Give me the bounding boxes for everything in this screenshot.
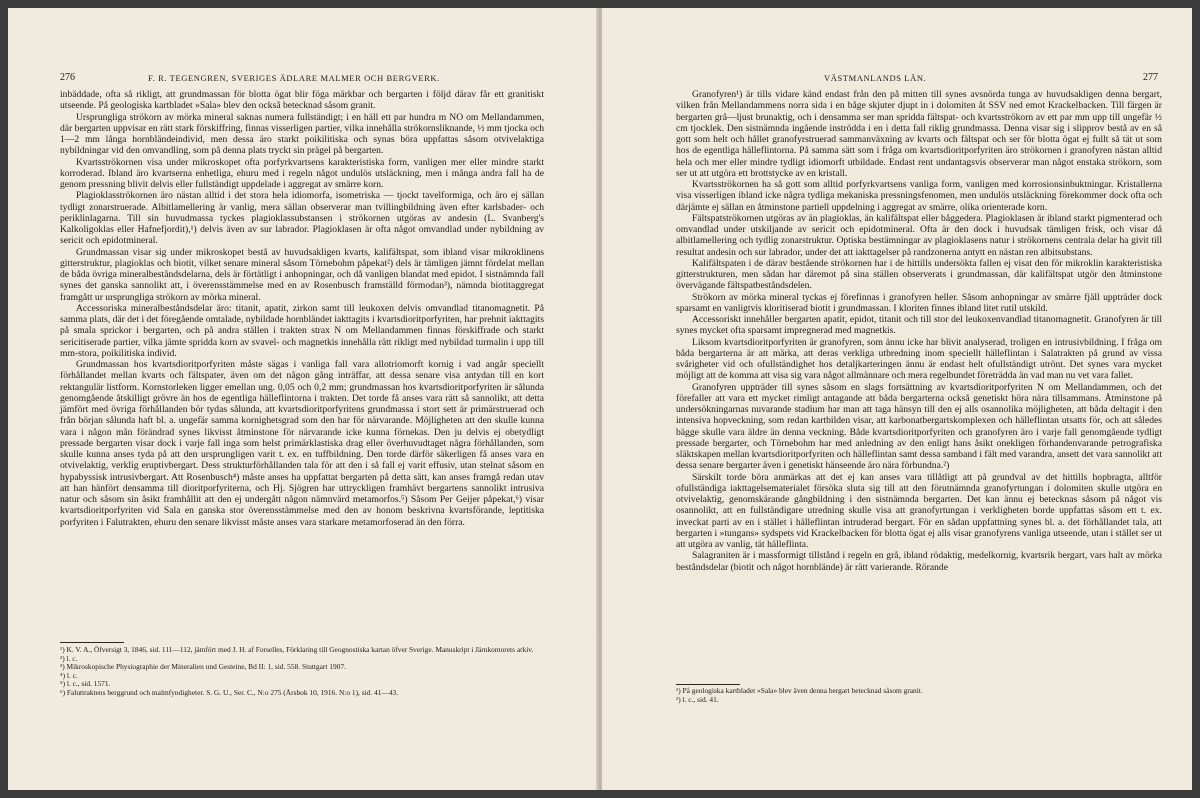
paragraph: Kvartsströkornen ha så gott som alltid porfyrkvartsens vanliga form, vanligen med korrosionsinbuktningar. Kristallerna visa visserligen ibland icke några tydliga mekaniska pressningsfenomen, men undulös utsläckning förekommer dock ofta och därjämte ej sällan en åtminstone partiell uppdelning i aggregat av smärre, olika orienterade korn.: [676, 179, 1162, 213]
paragraph: Grundmassan visar sig under mikroskopet bestå av huvudsakligen kvarts, kalifältspat, som ibland visar mikroklinens gitterstruktur, plagioklas och biotit, vilket senare mineral såsom Törnebohm påpekat²) dels är tämligen jämnt fördelat mellan de båda övriga mineralbeståndsdelarna, dels är förtätligt i anhopningar, och då vanligen blandat med epidot. I sistnämnda fall synes det ganska sannolikt att, i överensstämmelse med en av Rosenbusch framställd förmodan³), nämnda biotitaggregat framgått ur ursprungliga strökorn av mörka mineral.: [60, 246, 544, 303]
right-body-text: [676, 89, 1162, 573]
paragraph: Accessoriska mineralbeståndsdelar äro: titanit, apatit, zirkon samt till leukoxen delvis omvandlad titanomagnetit. På samma plats, där det i det föregående omtalade, nybildade hornbländet iakttagits i kvartsdioritporfyriten, har prehnit iakttagits på smala sprickor i bergarten, och på andra ställen i trakten strax N om Mellandammen finnas förskiffrade och starkt sericitiserade partier, vilka jämte spridda korn av svavel- och magnetkis innehålla rätt rikligt med nybildad turmalin i upp till mm-stora, poikilitiska individ.: [60, 302, 544, 359]
paragraph: Strökorn av mörka mineral tyckas ej förefinnas i granofyren heller. Såsom anhopningar av smärre fjäll uppträder dock sparsamt en vanligtvis kloritiserad biotit i grundmassan. I kloriten finnes ibland litet rutil utskild.: [676, 291, 1162, 314]
paragraph: Accessoriskt innehåller bergarten apatit, epidot, titanit och till stor del leukoxenvandlad titanomagnetit. Granofyren är till synes mycket ofta sparsamt impregnerad med magnetkis.: [676, 314, 1162, 337]
footnote: ¹) På geologiska kartbladet »Sala» blev även denna bergart betecknad såsom granit.: [676, 686, 923, 695]
footnote: ⁵) l. c., sid. 1571.: [60, 679, 111, 689]
right-running-title: VÄSTMANLANDS LÄN.: [824, 73, 927, 83]
paragraph: Plagioklasströkornen äro nästan alltid i det stora hela idiomorfa, isometriska — tjockt tavelformiga, och äro ej sällan tydligt zonarstruerade. Albitlamellering är vanlig, mera sällan observerar man tvillingbildning även efter karlsbader- och periklinlagarna. Till sin huvudmassa tyckes plagioklassubstansen i strökornen utgöras av andesin (L. Svanberg's Kalkoligoklas eller Hafnefjordit),¹) delvis även av sur labrador. Plagioklasen är ofta något omvandlad under nybildning av sericit och epidotmineral.: [60, 190, 544, 247]
left-page: [8, 8, 598, 790]
paragraph: Särskilt torde böra anmärkas att det ej kan anses vara tillåtligt att på grundval av det hittills hopbragta, alltför ofullständiga iakttagelsematerialet försöka sluta sig till att den förutnämnda granofyrtungan i dolomiten skulle utgöra en otvivelaktig, genomskärande gångbildning i den sistnämnda bergarten. Det kan ännu ej betecknas såsom på något vis osannolikt, att en fullständigare utredning skulle visa att granofyrtungan i verkligheten borde uppfattas såsom ett t. ex. inveckat parti av en i stället i hälleflintan intruderad bergart. För en sådan uppfattning synes bl. a. det förhållandet tala, att bergarten i »tungans» sydspets vid Krackelbacken för blotta ögat ej alls visar granofyrens vanliga utseende, utan i stället ser ut att utgöra av vanlig, tät hälleflinta.: [676, 471, 1162, 550]
right-footnotes: [676, 687, 1162, 704]
book-spread: [8, 8, 1192, 790]
paragraph: Granofyren uppträder till synes såsom en slags fortsättning av kvartsdioritporfyriten N om Mellandammen, och det förefaller att vara ett mycket rimligt antagande att båda bergarterna också genetiskt höra nära tillsammans. Åtminstone på undersökningarnas nuvarande stadium har man att taga hänsyn till den ej alls osannolika möjligheten, att båda deltagit i den intensiva hopveckning, som redan kartbilden visar, att karbonatbergartskomplexen och hälleflintan utsatts för, och att således bägge skulle vara äldre än denna veckning. Både kvartsdioritporfyriten och granofyren äro i varje fall genomgående tydligt pressade bergarter, och Törnebohm har med anledning av den enligt hans åsikt onekligen förhandenvarande petrografiska släktskapen mellan kvartsdioritporfyriten och hälleflintan samt dessa samband i fält med varandra, ansett det vara sannolikt att dessa senare bergarter även i genetiskt hänseende äro nära förbundna.²): [676, 381, 1162, 472]
left-page-number: 276: [60, 72, 75, 83]
paragraph: Ursprungliga strökorn av mörka mineral saknas numera fullständigt; i en häll ett par hundra m NO om Mellandammen, där bergarten uppvisar en rätt stark förskiffring, finnas visserligen partier, vilka innehålla strökornsliknande, ½ mm tjocka och 1—2 mm långa hornbländeindivid, men dessa äro starkt poikilitiska och synas böra uppfattas såsom otvivelaktiga nybildningar vid den omvandling, som på denna plats tryckt sin prägel på bergarten.: [60, 111, 544, 157]
paragraph: Kvartsströkornen visa under mikroskopet ofta porfyrkvartsens karakteristiska form, vanligen mer eller mindre starkt korroderad. Ibland äro kvartserna enhetliga, ehuru med i regeln något undulös utsläckning, men i många andra fall ha de genom pressning blivit delvis eller fullständigt uppdelade i aggregat av smärre korn.: [60, 156, 544, 190]
paragraph: Salagraniten är i massformigt tillstånd i regeln en grå, ibland rödaktig, medelkornig, kvartsrik bergart, vars halt av mörka beståndsdelar (biotit och något hornblände) är rätt varierande. Rörande: [676, 550, 1162, 573]
footnote-rule: [676, 684, 740, 685]
footnote: ⁶) Faluttraktens berggrund och malmfyndigheter. S. G. U., Ser. C., N:o 275 (Årsbok 10, 1916. N:o 1), sid. 41—43.: [60, 687, 399, 697]
right-page: [602, 8, 1192, 790]
right-running-head: [672, 72, 1158, 84]
left-footnotes: [60, 646, 544, 698]
footnote: ¹) K. V. A., Öfversigt 3, 1846, sid. 111—112, jämfört med J. H. af Forselles, Förklaring till Geognostiska kartan öfver Sverige. Manuskript i Järnkontorets arkiv.: [60, 645, 534, 654]
footnote: ³) Mikroskopische Physiographie der Mineralien und Gesteine, Bd II: 1, sid. 558. Stuttgart 1907.: [60, 662, 346, 672]
paragraph: Kalifältspaten i de därav bestående strökornen har i de hittills undersökta fallen ej visat den för mikroklin karakteristiska gitterstrukturen, men sådan har däremot på sina ställen observerats i grundmassan, där kalifältspat utgör den åtminstone övervägande fältspatbeståndsdelen.: [676, 257, 1162, 292]
paragraph: inbäddade, ofta så rikligt, att grundmassan för blotta ögat blir föga märkbar och bergarten i följd därav får ett granitiskt utseende. På geologiska kartbladet »Sala» blev den också betecknad såsom granit.: [60, 89, 544, 112]
left-body-text: [60, 89, 544, 528]
paragraph: Fältspatströkornen utgöras av än plagioklas, än kalifältspat eller båggedera. Plagioklasen är ibland starkt pigmenterad och omvandlad under utskiljande av sericit och epidotmineral. Ofta är den dock i huvudsak tämligen frisk, och visar då albitlamellering och tydlig zonarstruktur. Optiska bestämningar av plagioklasens natur i strökornens centrala delar ha givit till resultat andesin och sur labrador, under det att iakttagelser på randzonerna antytt en nästan ren albitsubstans.: [676, 212, 1162, 258]
paragraph: Liksom kvartsdioritporfyriten är granofyren, som ännu icke har blivit analyserad, troligen en intrusivbildning. I fråga om båda bergarterna är att märka, att deras verkliga utbredning inom speciellt hälleflintan i Salatrakten på grund av vissa svårigheter vid och ofullständighet hos detaljkarteringen ännu är endast helt ofullständigt utrönt. Det synes vara mycket möjligt att de komma att visa sig vara något allmännare och mera regelbundet företrädda än vad man nu vet vara fallet.: [676, 336, 1162, 382]
paragraph: Grundmassan hos kvartsdioritporfyriten måste sägas i vanliga fall vara allotriomorft kornig i vad angår speciellt förhållandet mellan kvarts och fältspater, även om det någon gång inträffar, att dessa senare visa antydan till en kort rektangulär listform. Kornstorleken ligger emellan ung. 0,05 och 0,2 mm; grundmassan hos kvartsdioritporfyriten är sålunda genomgående åtskilligt grövre än hos de egentliga hälleflintorna i trakten. Det torde få anses vara rätt så sannolikt, att detta jämfört med övriga förhållanden bör tydas sålunda, att kvartsdioritporfyritens grundmassa i stort sett är primärstruerad och från början sålunda haft bl. a. ungefär samma kornighetsgrad som den har för närvarande. Möjligheten att den skulle kunna vara i någon mån förändrad synes likvisst åtminstone för närvarande icke kunna förnekas. Den ju delvis ej obetydligt pressade bergarten visar dock i varje fall inga som helst primärklastiska drag eller överhuvudtaget några förhållanden, som skulle kunna anses tyda på att den ursprungligen varit t. ex. en tuffbildning. Den torde därför säkerligen få anses vara en otvivelaktig, verklig eruptivbergart. Dess strukturförhållanden tala för att den i så fall ej varit effusiv, utan stelnat såsom en hypabyssisk intrusivbergart. Att Rosenbusch⁴) måste anses ha uppfattat bergarten på detta sätt, kan anses framgå redan utav att han hänfört densamma till dioritporfyriterna, och Hj. Sjögren har uttryckligen framhävt bergartens sannolikt intrusiva natur och såsom sin åsikt framhållit att den ej undergått någon nämnvärd metamorfos.⁵) Såsom Per Geijer påpekat,⁶) visar kvartsdioritporfyriten vid Sala en ganska stor överensstämmelse med den av honom beskrivna kvartsförande, leptitiska porfyriten i Falutrakten, ehuru den senare likvisst måste anses vara starkare metamorfoserad än den förra.: [60, 359, 544, 528]
footnote: ⁴) l. c.: [60, 670, 78, 680]
footnote: ²) l. c., sid. 41.: [676, 694, 719, 704]
right-page-number: 277: [1143, 72, 1158, 83]
left-running-title: F. R. TEGENGREN, SVERIGES ÄDLARE MALMER OCH BERGVERK.: [148, 73, 440, 83]
footnote: ²) l. c.: [60, 653, 78, 663]
footnote-rule: [60, 642, 124, 643]
paragraph: Granofyren¹) är tills vidare känd endast från den på mitten till synes avsnörda tunga av huvudsakligen denna bergart, vilken från Mellandammens norra sida i en båge skjuter djupt in i dolomiten åt SSV ned emot Krackelbacken. Till färgen är bergarten grå—ljust brunaktig, och i densamma ser man spridda fältspat- och kvartsströkorn av ett par mm upp till ungefär ½ cm tjocklek. Den sistnämnda ingående inströdda i en i detta fall riklig grundmassa. Denna visar sig i slipprov bestå av en så gott som helt och hållet granofyrstruerad sammanväxning av kvarts och fältspat och ser för blotta ögat ej fullt så tät ut som hos de egentliga hälleflintorna. På samma sätt som i fråga om kvartsdioritporfyriten äro strökornen i granofyren nästan alltid hela och mer eller mindre tydligt idiomorft utbildade. Endast rent undantagsvis observerar man något enstaka strökorn, som ser ut att utgöra ett brottstycke av en kristall.: [676, 89, 1162, 179]
left-running-head: [60, 72, 544, 84]
